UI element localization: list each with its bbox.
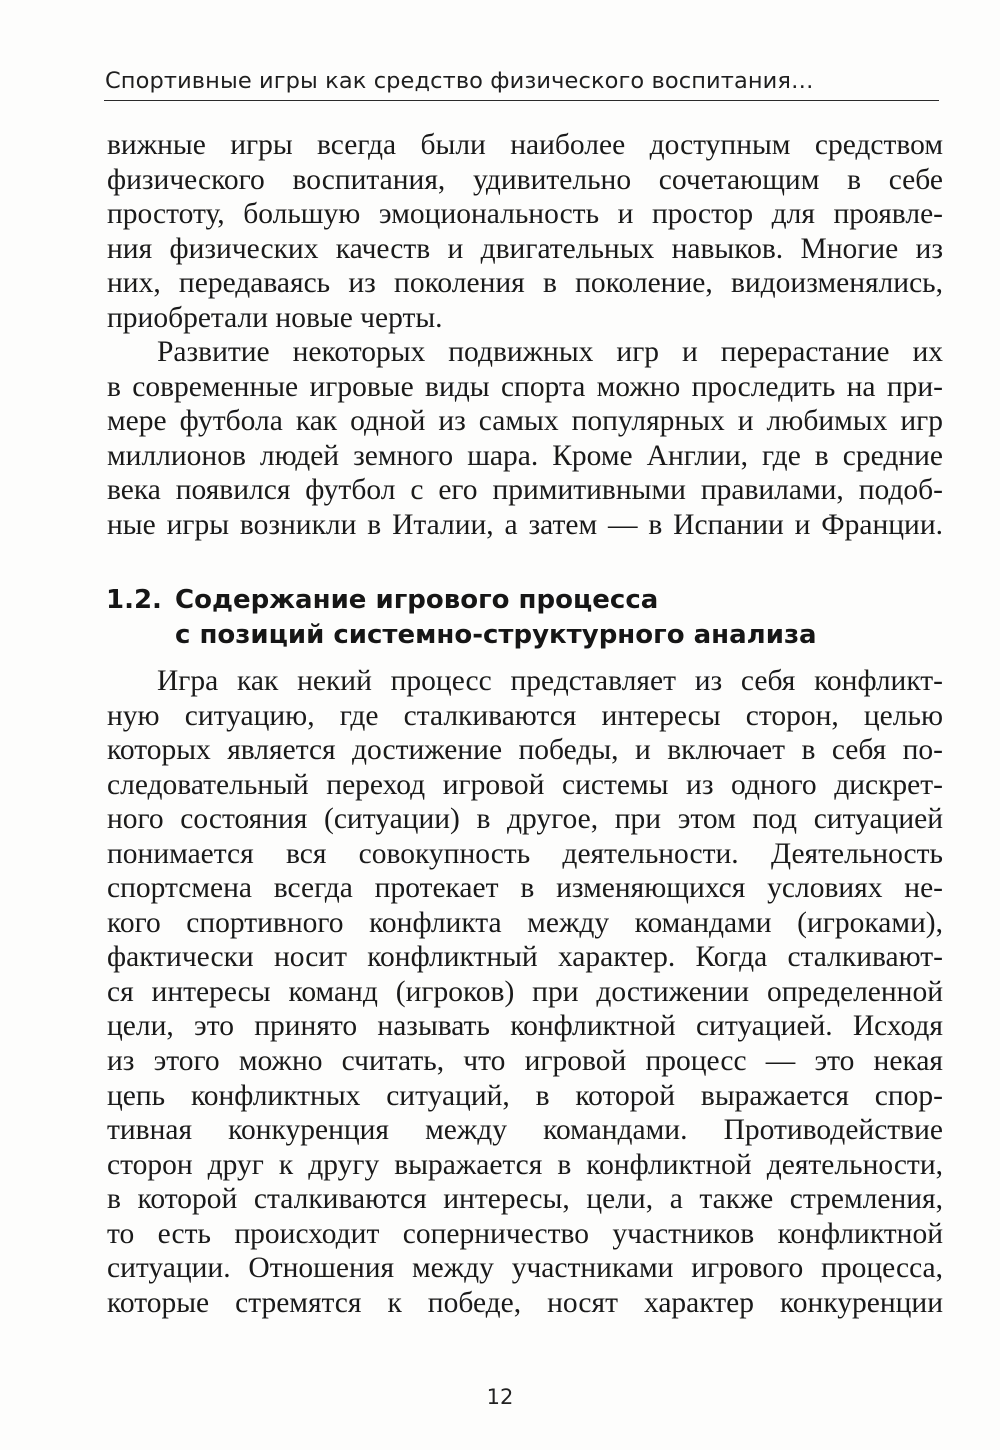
text-line: физического воспитания, удивительно сочетающим в себе — [107, 163, 943, 196]
text-line: ного состояния (ситуации) в другое, при этом под ситуацией — [107, 803, 943, 836]
running-header: Спортивные игры как средство физического воспитания… — [105, 68, 814, 94]
section-heading — [106, 583, 946, 653]
text-line: миллионов людей земного шара. Кроме Англии, где в средние — [107, 439, 943, 472]
text-line: понимается вся совокупность деятельности. Деятельность — [107, 837, 943, 870]
text-line: фактически носит конфликтный характер. Когда сталкивают- — [107, 941, 943, 974]
text-line: Игра как некий процесс представляет из себя конфликт- — [157, 665, 943, 697]
text-line: приобретали новые черты. — [107, 301, 443, 334]
text-line: ситуации. Отношения между участниками игрового процесса, — [107, 1252, 943, 1285]
text-line: них, передаваясь из поколения в поколение, видоизменялись, — [107, 267, 943, 300]
text-line: цепь конфликтных ситуаций, в которой выражается спор- — [107, 1079, 943, 1112]
header-rule — [104, 100, 939, 101]
text-line: Развитие некоторых подвижных игр и перерастание их — [157, 336, 943, 368]
text-line: кого спортивного конфликта между командами (игроками), — [107, 906, 943, 939]
paragraph-continuation — [107, 128, 943, 335]
text-line: из этого можно считать, что игровой процесс — это некая — [107, 1045, 943, 1078]
section-title-line-1: Содержание игрового процесса — [175, 585, 659, 615]
section-title-line-2: с позиций системно-структурного анализа — [175, 620, 817, 650]
text-line: спортсмена всегда протекает в изменяющихся условиях не- — [107, 872, 943, 905]
text-line: в современные игровые виды спорта можно проследить на при- — [107, 370, 943, 403]
text-line: сторон друг к другу выражается в конфликтной деятельности, — [107, 1148, 943, 1181]
text-line: цели, это принято называть конфликтной ситуацией. Исходя — [107, 1010, 943, 1043]
text-line: ную ситуацию, где сталкиваются интересы сторон, целью — [107, 699, 943, 732]
text-line: вижные игры всегда были наиболее доступным средством — [107, 129, 943, 161]
paragraph-game-process — [107, 664, 943, 1320]
text-line: века появился футбол с его примитивными правилами, подоб- — [107, 474, 943, 507]
text-line: в которой сталкиваются интересы, цели, а также стремления, — [107, 1183, 943, 1216]
text-line: простоту, большую эмоциональность и простор для проявле- — [107, 198, 943, 231]
text-line: тивная конкуренция между командами. Противодействие — [107, 1114, 943, 1147]
text-line: следовательный переход игровой системы из одного дискрет- — [107, 768, 943, 801]
text-line: ния физических качеств и двигательных навыков. Многие из — [107, 232, 943, 265]
text-line: мере футбола как одной из самых популярных и любимых игр — [107, 405, 943, 438]
text-line: ся интересы команд (игроков) при достижении определенной — [107, 975, 943, 1008]
text-line: которые стремятся к победе, носят характер конкуренции — [107, 1286, 943, 1319]
text-line: то есть происходит соперничество участников конфликтной — [107, 1217, 943, 1250]
section-number: 1.2. — [106, 585, 162, 615]
text-line: которых является достижение победы, и включает в себя по- — [107, 734, 943, 767]
paragraph-football-history — [107, 335, 943, 542]
page-number: 12 — [486, 1385, 514, 1409]
text-line: ные игры возникли в Италии, а затем — в Испании и Франции. — [107, 508, 943, 541]
